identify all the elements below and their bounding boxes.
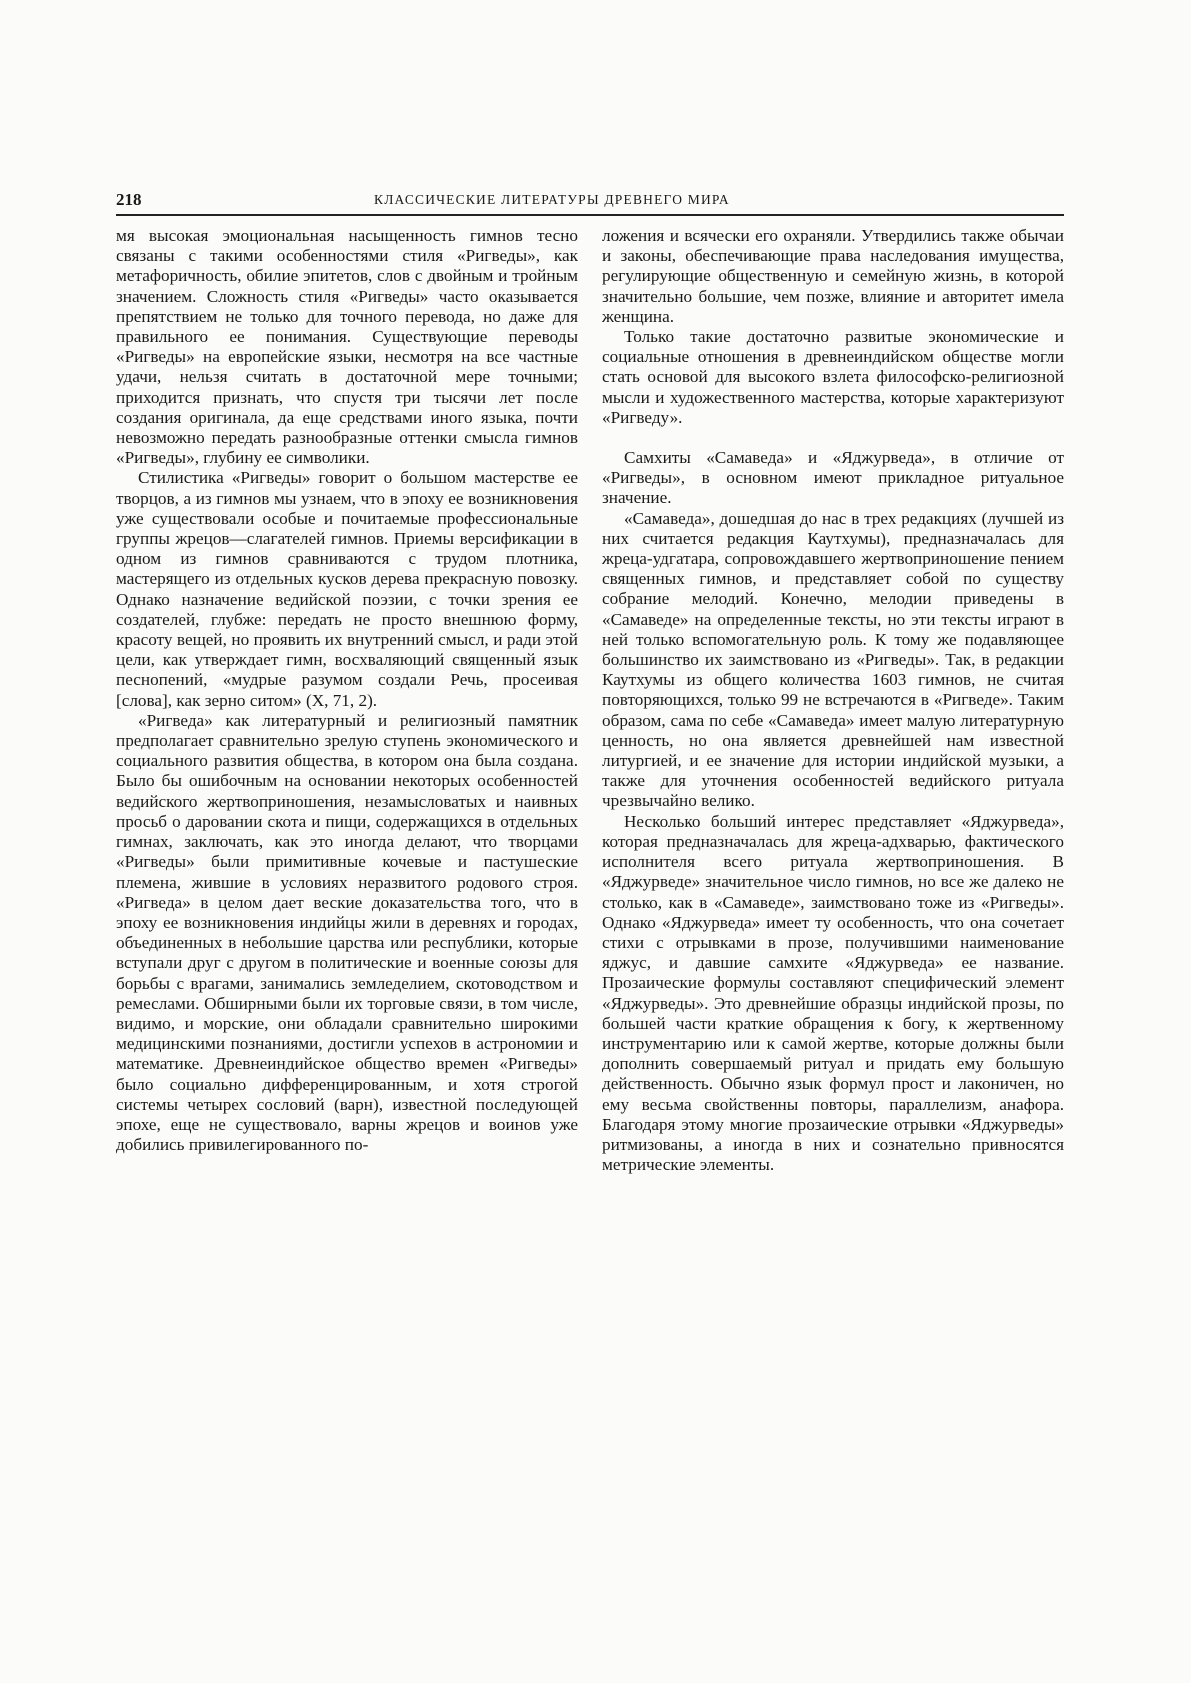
left-column <box>116 226 578 1175</box>
paragraph: «Ригведа» как литературный и религиозный памятник предполагает сравнительно зрелую ступень экономического и социального развития общества, в котором она была создана. Было бы ошибочным на основании некоторых особенностей ведийского жертвоприношения, незамысловатых и наивных просьб о даровании скота и пищи, содержащихся в отдельных гимнах, заключать, как это иногда делают, что творцами «Ригведы» были примитивные кочевые и пастушеские племена, жившие в условиях неразвитого родового строя. «Ригведа» в целом дает веские доказательства того, что в эпоху ее возникновения индийцы жили в деревнях и городах, объединенных в небольшие царства или республики, которые вступали друг с другом в политические и военные союзы для борьбы с врагами, занимались земледелием, скотоводством и ремеслами. Обширными были их торговые связи, в том числе, видимо, и морские, они обладали сравнительно широкими медицинскими познаниями, достигли успехов в астрономии и математике. Древнеиндийское общество времен «Ригведы» было социально дифференцированным, и хотя строгой системы четырех сословий (варн), известной последующей эпохе, еще не существовало, варны жрецов и воинов уже добились привилегированного по- <box>116 710 578 1155</box>
book-page <box>116 188 1064 1568</box>
running-title: КЛАССИЧЕСКИЕ ЛИТЕРАТУРЫ ДРЕВНЕГО МИРА <box>374 192 730 207</box>
section-gap <box>602 428 1064 448</box>
paragraph: Самхиты «Самаведа» и «Яджурведа», в отличие от «Ригведы», в основном имеют прикладное ритуальное значение. <box>602 448 1064 508</box>
paragraph: Только такие достаточно развитые экономические и социальные отношения в древнеиндийском обществе могли стать основой для высокого взлета философско-религиозной мысли и художественного мастерства, которые характеризуют «Ригведу». <box>602 327 1064 427</box>
text-columns <box>116 226 1064 1175</box>
running-head <box>116 188 1064 212</box>
page-number: 218 <box>116 190 142 209</box>
paragraph: Стилистика «Ригведы» говорит о большом мастерстве ее творцов, а из гимнов мы узнаем, что в эпоху ее возникновения уже существовали особые и почитаемые профессиональные группы жрецов—слагателей гимнов. Приемы версификации в одном из гимнов сравниваются с трудом плотника, мастерящего из отдельных кусков дерева прекрасную повозку. Однако назначение ведийской поэзии, с точки зрения ее создателей, глубже: передать не просто внешнюю форму, красоту вещей, но проявить их внутренний смысл, и ради этой цели, как утверждает гимн, восхваляющий священный язык песнопений, «мудрые разумом создали Речь, просеивая [слова], как зерно ситом» (X, 71, 2). <box>116 468 578 710</box>
paragraph: мя высокая эмоциональная насыщенность гимнов тесно связаны с такими особенностями стиля «Ригведы», как метафоричность, обилие эпитетов, слов с двойным и тройным значением. Сложность стиля «Ригведы» часто оказывается препятствием не только для точного перевода, но даже для правильного ее понимания. Существующие переводы «Ригведы» на европейские языки, несмотря на все частные удачи, нельзя считать в достаточной мере точными; приходится признать, что спустя три тысячи лет после создания оригинала, да еще средствами иного языка, почти невозможно передать разнообразные оттенки смысла гимнов «Ригведы», глубину ее символики. <box>116 226 578 468</box>
paragraph: Несколько больший интерес представляет «Яджурведа», которая предназначалась для жреца-адхварью, фактического исполнителя всего ритуала жертвоприношения. В «Яджурведе» значительное число гимнов, но все же далеко не столько, как в «Самаведе», заимствовано тоже из «Ригведы». Однако «Яджурведа» имеет ту особенность, что она сочетает стихи с отрывками в прозе, получившими наименование яджус, и давшие самхите «Яджурведа» ее название. Прозаические формулы составляют специфический элемент «Яджурведы». Это древнейшие образцы индийской прозы, по большей части краткие обращения к богу, к жертвенному инструментарию или к самой жертве, которые должны были дополнить совершаемый ритуал и придать ему большую действенность. Обычно язык формул прост и лаконичен, но ему весьма свойственны повторы, параллелизм, анафора. Благодаря этому многие прозаические отрывки «Яджурведы» ритмизованы, а иногда в них и сознательно привносятся метрические элементы. <box>602 811 1064 1175</box>
right-column <box>602 226 1064 1175</box>
paragraph: ложения и всячески его охраняли. Утвердились также обычаи и законы, обеспечивающие права наследования имущества, регулирующие общественную и семейную жизнь, в которой значительно большие, чем позже, влияние и авторитет имела женщина. <box>602 226 1064 326</box>
paragraph: «Самаведа», дошедшая до нас в трех редакциях (лучшей из них считается редакция Каутхумы), предназначалась для жреца-удгатара, сопровождавшего жертвоприношение пением священных гимнов, и представляет собой по существу собрание мелодий. Конечно, мелодии приведены в «Самаведе» на определенные тексты, но эти тексты играют в ней только вспомогательную роль. К тому же подавляющее большинство их заимствовано из «Ригведы». Так, в редакции Каутхумы из общего количества 1603 гимнов, не считая повторяющихся, только 99 не встречаются в «Ригведе». Таким образом, сама по себе «Самаведа» имеет малую литературную ценность, но она является древнейшей нам известной литургией, и ее значение для истории индийской музыки, а также для уточнения особенностей ведийского ритуала чрезвычайно велико. <box>602 508 1064 811</box>
header-rule <box>116 214 1064 216</box>
